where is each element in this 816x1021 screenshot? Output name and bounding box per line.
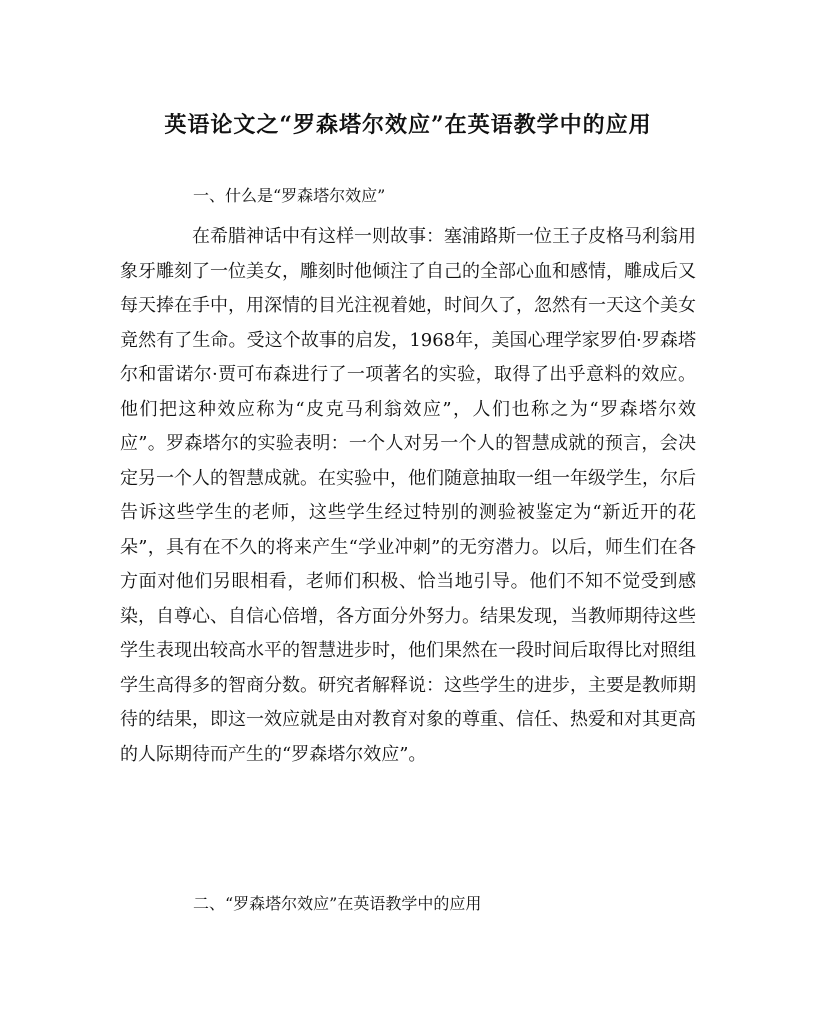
document-title: 英语论文之“罗森塔尔效应”在英语教学中的应用 [164,112,652,138]
section-heading-2: 二、“罗森塔尔效应”在英语教学中的应用 [193,894,482,913]
section-heading-1: 一、什么是“罗森塔尔效应” [193,186,386,205]
section-1-paragraph: 在希腊神话中有这样一则故事：塞浦路斯一位王子皮格马利翁用象牙雕刻了一位美女，雕刻时他倾注了自己的全部心血和感情，雕成后又每天捧在手中，用深情的目光注视着她，时间久了，忽然有一天这个美女竟然有了生命。受这个故事的启发，1968年，美国心理学家罗伯·罗森塔尔和雷诺尔·贾可布森进行了一项著名的实验，取得了出乎意料的效应。他们把这种效应称为“皮克马利翁效应”，人们也称之为“罗森塔尔效应”。罗森塔尔的实验表明：一个人对另一个人的智慧成就的预言，会决定另一个人的智慧成就。在实验中，他们随意抽取一组一年级学生，尔后告诉这些学生的老师，这些学生经过特别的测验被鉴定为“新近开的花朵”，具有在不久的将来产生“学业冲刺”的无穷潜力。以后，师生们在各方面对他们另眼相看，老师们积极、恰当地引导。他们不知不觉受到感染，自尊心、自信心倍增，各方面分外努力。结果发现，当教师期待这些学生表现出较高水平的智慧进步时，他们果然在一段时间后取得比对照组学生高得多的智商分数。研究者解释说：这些学生的进步，主要是教师期待的结果，即这一效应就是由对教育对象的尊重、信任、热爱和对其更高的人际期待而产生的“罗森塔尔效应”。 [120,226,696,765]
